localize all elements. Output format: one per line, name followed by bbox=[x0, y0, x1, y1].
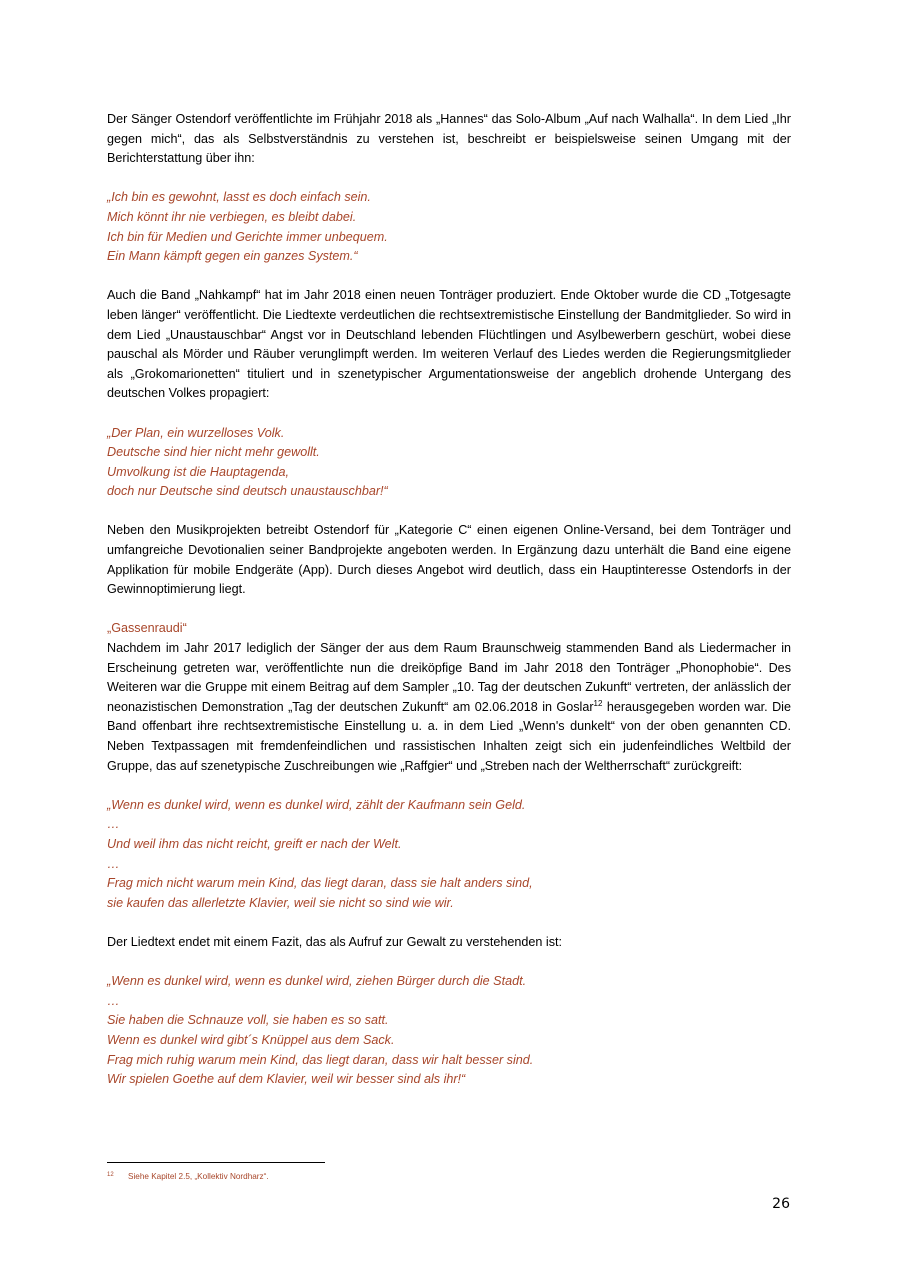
quote-line: „Wenn es dunkel wird, wenn es dunkel wird, ziehen Bürger durch die Stadt. bbox=[107, 974, 527, 989]
paragraph-gassenraudi bbox=[107, 639, 791, 776]
quote-line: sie kaufen das allerletzte Klavier, weil sie nicht so sind wie wir. bbox=[107, 895, 454, 910]
quote-line: Sie haben die Schnauze voll, sie haben es so satt. bbox=[107, 1013, 389, 1028]
quote-line: Mich könnt ihr nie verbiegen, es bleibt dabei. bbox=[107, 209, 357, 224]
quote-line: … bbox=[107, 817, 120, 832]
quote-line: Wir spielen Goethe auf dem Klavier, weil wir besser sind als ihr!“ bbox=[107, 1072, 466, 1087]
quote-line: Frag mich ruhig warum mein Kind, das liegt daran, dass wir halt besser sind. bbox=[107, 1052, 534, 1067]
quote-line: … bbox=[107, 993, 120, 1008]
footnote bbox=[107, 1172, 269, 1181]
paragraph-ostendorf-album: Der Sänger Ostendorf veröffentlichte im Frühjahr 2018 als „Hannes“ das Solo-Album „Auf nach Walhalla“. In dem Lied „Ihr gegen mich“, das als Selbstverständnis zu verstehen ist, beschreibt er beispielsweise seinen Umgang mit der Berichterstattung über ihn: bbox=[107, 112, 791, 166]
quote-line: Frag mich nicht warum mein Kind, das liegt daran, dass sie halt anders sind, bbox=[107, 876, 533, 891]
quote-line: Umvolkung ist die Hauptagenda, bbox=[107, 464, 290, 479]
quote-ihr-gegen-mich bbox=[107, 188, 791, 266]
document-body bbox=[107, 110, 791, 1109]
footnote-number: 12 bbox=[107, 1172, 114, 1178]
quote-line: Und weil ihm das nicht reicht, greift er nach der Welt. bbox=[107, 836, 402, 851]
footnote-divider bbox=[107, 1162, 325, 1163]
quote-line: Deutsche sind hier nicht mehr gewollt. bbox=[107, 445, 320, 460]
paragraph-text: herausgegeben worden war. Die Band offenbart ihre rechtsextremistische Einstellung u. a. in dem Lied „Wenn's dunkelt“ von der oben genannten CD. Neben Textpassagen mit fremdenfeindlichen und rassistischen Inhalten zeigt sich ein judenfeindliches Weltbild der Gruppe, das auf szenetypische Zuschreibungen wie „Raffgier“ und „Streben nach der Weltherrschaft“ zurückgreift: bbox=[107, 699, 791, 773]
quote-wenns-dunkelt-2 bbox=[107, 972, 791, 1090]
quote-line: Wenn es dunkel wird gibt´s Knüppel aus dem Sack. bbox=[107, 1032, 395, 1047]
quote-line: … bbox=[107, 856, 120, 871]
footnote-text: Siehe Kapitel 2.5, „Kollektiv Nordharz“. bbox=[128, 1172, 269, 1181]
quote-unaustauschbar bbox=[107, 424, 791, 502]
quote-line: Ein Mann kämpft gegen ein ganzes System.“ bbox=[107, 249, 358, 264]
page-number: 26 bbox=[772, 1196, 790, 1212]
footnote-reference: 12 bbox=[593, 698, 603, 708]
paragraph-fazit: Der Liedtext endet mit einem Fazit, das als Aufruf zur Gewalt zu verstehenden ist: bbox=[107, 934, 562, 949]
quote-line: „Wenn es dunkel wird, wenn es dunkel wird, zählt der Kaufmann sein Geld. bbox=[107, 797, 526, 812]
quote-line: doch nur Deutsche sind deutsch unaustauschbar!“ bbox=[107, 484, 388, 499]
quote-line: „Der Plan, ein wurzelloses Volk. bbox=[107, 425, 285, 440]
quote-line: Ich bin für Medien und Gerichte immer unbequem. bbox=[107, 229, 388, 244]
quote-line: „Ich bin es gewohnt, lasst es doch einfach sein. bbox=[107, 190, 371, 205]
quote-wenns-dunkelt-1 bbox=[107, 796, 791, 914]
section-subheading: „Gassenraudi“ bbox=[107, 621, 187, 636]
paragraph-nahkampf: Auch die Band „Nahkampf“ hat im Jahr 2018 einen neuen Tonträger produziert. Ende Oktober wurde die CD „Totgesagte leben länger“ veröffentlicht. Die Liedtexte verdeutlichen die rechtsextremistische Einstellung der Bandmitglieder. So wird in dem Lied „Unaustauschbar“ Angst vor in Deutschland lebenden Flüchtlingen und Asylbewerbern geschürt, wobei diese pauschal als Mörder und Räuber verunglimpft werden. Im weiteren Verlauf des Liedes werden die Regierungsmitglieder als „Grokomarionetten“ tituliert und in szenetypischer Argumentationsweise der angeblich drohende Untergang des deutschen Volkes propagiert: bbox=[107, 288, 791, 401]
paragraph-text: Nachdem im Jahr 2017 lediglich der Sänger der aus dem Raum Braunschweig stammenden Band als Liedermacher in Erscheinung getreten war, veröffentlichte nun die dreiköpfige Band im Jahr 2018 den Tonträger „Phonophobie“. Des Weiteren war die Gruppe mit einem Beitrag auf dem Sampler „10. Tag der deutschen Zukunft“ vertreten, der anlässlich der neonazistischen Demonstration „Tag der deutschen Zukunft“ am 02.06.2018 in Goslar bbox=[107, 641, 791, 714]
paragraph-online-versand: Neben den Musikprojekten betreibt Ostendorf für „Kategorie C“ einen eigenen Online-Versand, bei dem Tonträger und umfangreiche Devotionalien seiner Bandprojekte angeboten werden. In Ergänzung dazu unterhält die Band eine eigene Applikation für mobile Endgeräte (App). Durch dieses Angebot wird deutlich, dass ein Hauptinteresse Ostendorfs in der Gewinnoptimierung liegt. bbox=[107, 523, 791, 597]
